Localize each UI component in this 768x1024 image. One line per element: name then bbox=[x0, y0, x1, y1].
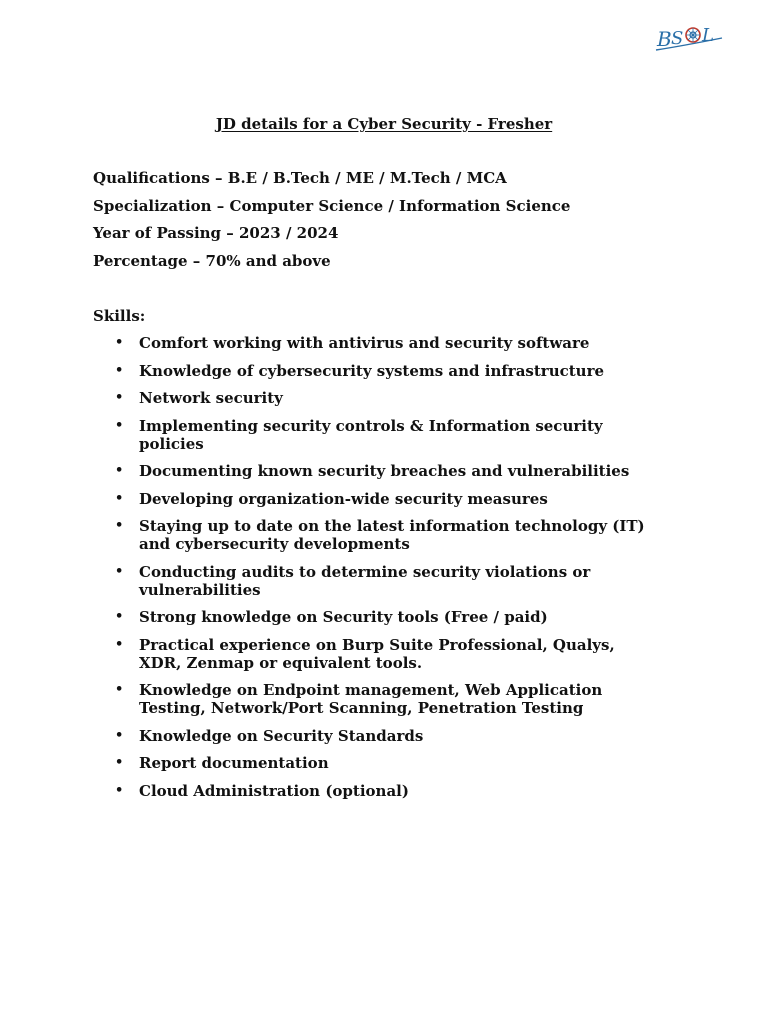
skill-text: Knowledge of cybersecurity systems and infrastructure bbox=[139, 361, 605, 380]
skill-item bbox=[0, 727, 659, 745]
specialization-line: Specialization – Computer Science / Information Science bbox=[93, 196, 571, 215]
skill-text: Comfort working with antivirus and security software bbox=[139, 334, 590, 352]
skills-list bbox=[0, 334, 768, 809]
skills-heading: Skills: bbox=[93, 307, 146, 325]
company-logo bbox=[652, 14, 728, 56]
skill-item bbox=[0, 417, 659, 453]
skill-item bbox=[0, 754, 659, 772]
bullet-icon: • bbox=[115, 636, 124, 652]
svg-text:L: L bbox=[702, 25, 714, 46]
bullet-icon: • bbox=[115, 563, 124, 579]
skill-item bbox=[0, 563, 659, 599]
bullet-icon: • bbox=[115, 490, 124, 506]
qualifications-block bbox=[93, 168, 713, 278]
skill-item bbox=[0, 462, 659, 480]
skill-item bbox=[0, 782, 659, 800]
skill-item bbox=[0, 517, 659, 553]
bullet-icon: • bbox=[115, 463, 124, 478]
bullet-icon: • bbox=[115, 755, 124, 770]
skill-text: Network security bbox=[139, 389, 283, 407]
bullet-icon: • bbox=[115, 518, 124, 533]
bullet-icon: • bbox=[115, 362, 124, 378]
bullet-icon: • bbox=[115, 727, 124, 743]
bullet-icon: • bbox=[115, 782, 124, 798]
year-of-passing-line: Year of Passing – 2023 / 2024 bbox=[93, 224, 339, 242]
skill-text: Practical experience on Burp Suite Professional, Qualys, XDR, Zenmap or equivalent tools. bbox=[139, 635, 615, 672]
skill-item bbox=[0, 490, 659, 508]
skill-text: Developing organization-wide security measures bbox=[139, 489, 548, 508]
skill-item bbox=[0, 389, 659, 407]
qualifications-line: Qualifications – B.E / B.Tech / ME / M.Tech / MCA bbox=[93, 169, 507, 187]
bullet-icon: • bbox=[115, 417, 124, 433]
bullet-icon: • bbox=[115, 335, 124, 350]
bullet-icon: • bbox=[115, 609, 124, 624]
skill-item bbox=[0, 681, 659, 717]
skill-text: Knowledge on Endpoint management, Web Application Testing, Network/Port Scanning, Penetration Testing bbox=[139, 681, 603, 717]
skill-item bbox=[0, 334, 659, 352]
svg-text:S: S bbox=[671, 28, 684, 49]
skill-text: Documenting known security breaches and vulnerabilities bbox=[139, 462, 630, 480]
bullet-icon: • bbox=[115, 390, 124, 405]
percentage-line: Percentage – 70% and above bbox=[93, 251, 331, 270]
skill-text: Staying up to date on the latest information technology (IT) and cybersecurity developments bbox=[139, 517, 645, 553]
skill-item bbox=[0, 608, 659, 626]
document-title: JD details for a Cyber Security - Fresher bbox=[215, 115, 553, 133]
skill-text: Report documentation bbox=[139, 754, 329, 772]
skill-item bbox=[0, 362, 659, 380]
skill-text: Strong knowledge on Security tools (Free / paid) bbox=[139, 608, 548, 626]
skill-text: Conducting audits to determine security violations or vulnerabilities bbox=[139, 562, 591, 599]
svg-text:B: B bbox=[657, 27, 672, 51]
bullet-icon: • bbox=[115, 682, 124, 697]
bsol-logo-graphic bbox=[652, 14, 728, 56]
skill-text: Cloud Administration (optional) bbox=[139, 781, 409, 800]
skill-text: Implementing security controls & Information security policies bbox=[139, 416, 603, 453]
skill-text: Knowledge on Security Standards bbox=[139, 726, 424, 745]
skill-item bbox=[0, 636, 659, 672]
